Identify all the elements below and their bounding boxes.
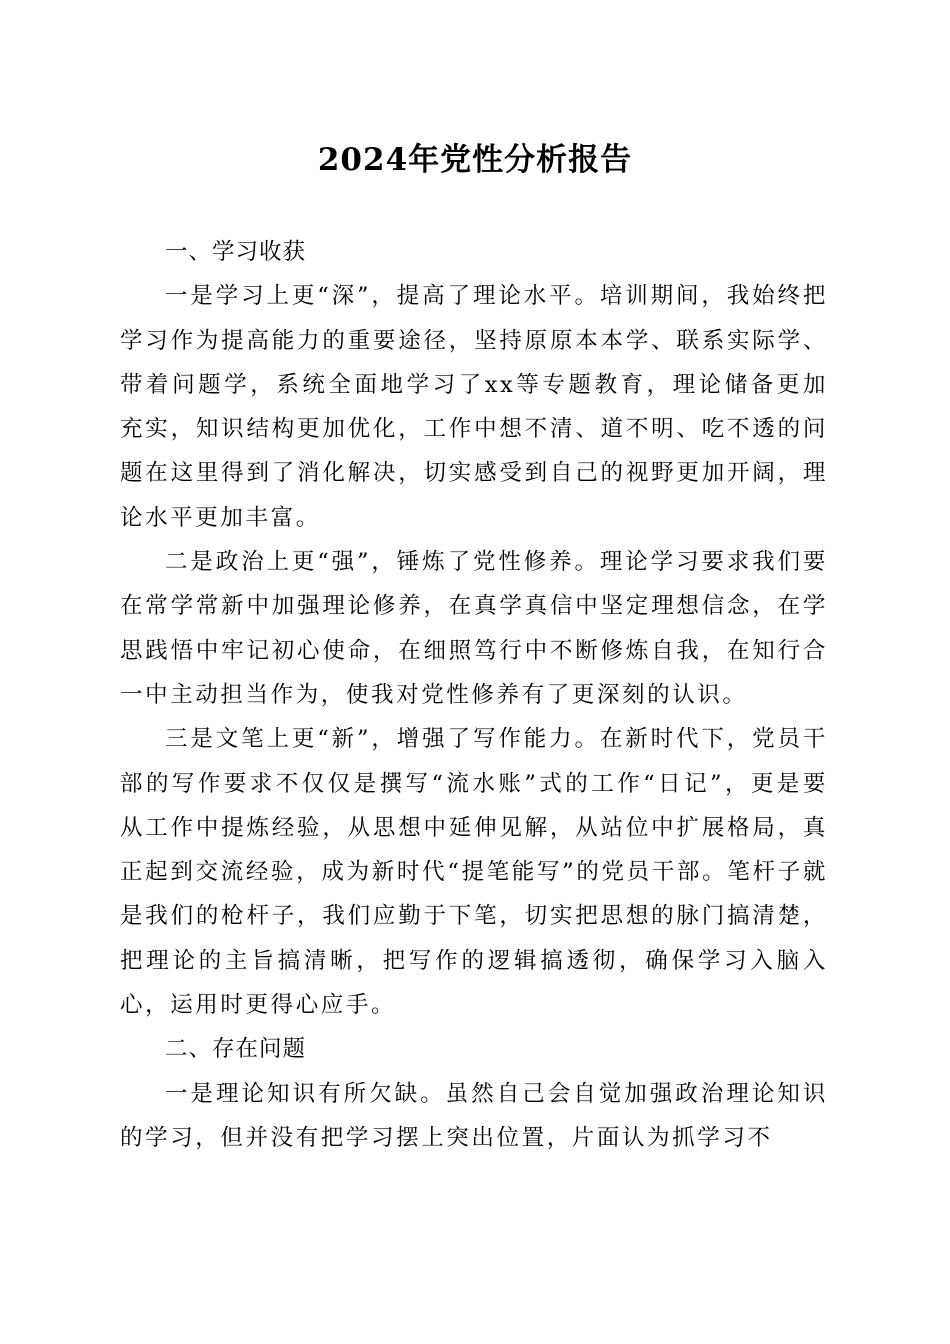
- paragraph-lead: 二是政治上更“强”，锤炼了党性修养。: [165, 549, 600, 576]
- section-heading-existing-problems: 二、存在问题: [165, 1036, 307, 1063]
- paragraph-writing-skill: [120, 717, 828, 1027]
- document-body: [120, 230, 828, 1160]
- paragraph-learning-depth: [120, 274, 828, 540]
- paragraph-lead: 一是理论知识有所欠缺。: [165, 1080, 446, 1107]
- paragraph-text: 虽然自己会自觉加强政治理论知识的学习，但并没有把学习摆上突出位置，片面认为抓学习不: [120, 1080, 828, 1151]
- document-title: 2024年党性分析报告: [317, 142, 633, 178]
- paragraph-text: 在新时代下，党员干部的写作要求不仅仅是撰写“流水账”式的工作“日记”，更是要从工作中提炼经验，从思想中延伸见解，从站位中扩展格局，真正起到交流经验，成为新时代“提笔能写”的党员干部。笔杆子就是我们的枪杆子，我们应勤于下笔，切实把思想的脉门搞清楚，把理论的主旨搞清晰，把写作的逻辑搞透彻，确保学习入脑入心，运用时更得心应手。: [120, 726, 829, 1019]
- section-heading-learning-gains: 一、学习收获: [165, 239, 307, 265]
- paragraph-political-strength: [120, 540, 828, 717]
- paragraph-lead: 三是文笔上更“新”，增强了写作能力。: [165, 726, 600, 753]
- paragraph-text: 理论学习要求我们要在常学常新中加强理论修养，在真学真信中坚定理想信念，在学思践悟中牢记初心使命，在细照笃行中不断修炼自我，在知行合一中主动担当作为，使我对党性修养有了更深刻的认识。: [120, 549, 829, 708]
- paragraph-theory-deficiency: [120, 1072, 828, 1161]
- paragraph-text: 培训期间，我始终把学习作为提高能力的重要途径，坚持原原本本学、联系实际学、带着问题学，系统全面地学习了xx等专题教育，理论储备更加充实，知识结构更加优化，工作中想不清、道不明、吃不透的问题在这里得到了消化解决，切实感受到自己的视野更加开阔，理论水平更加丰富。: [120, 283, 829, 531]
- paragraph-lead: 一是学习上更“深”，提高了理论水平。: [165, 283, 600, 310]
